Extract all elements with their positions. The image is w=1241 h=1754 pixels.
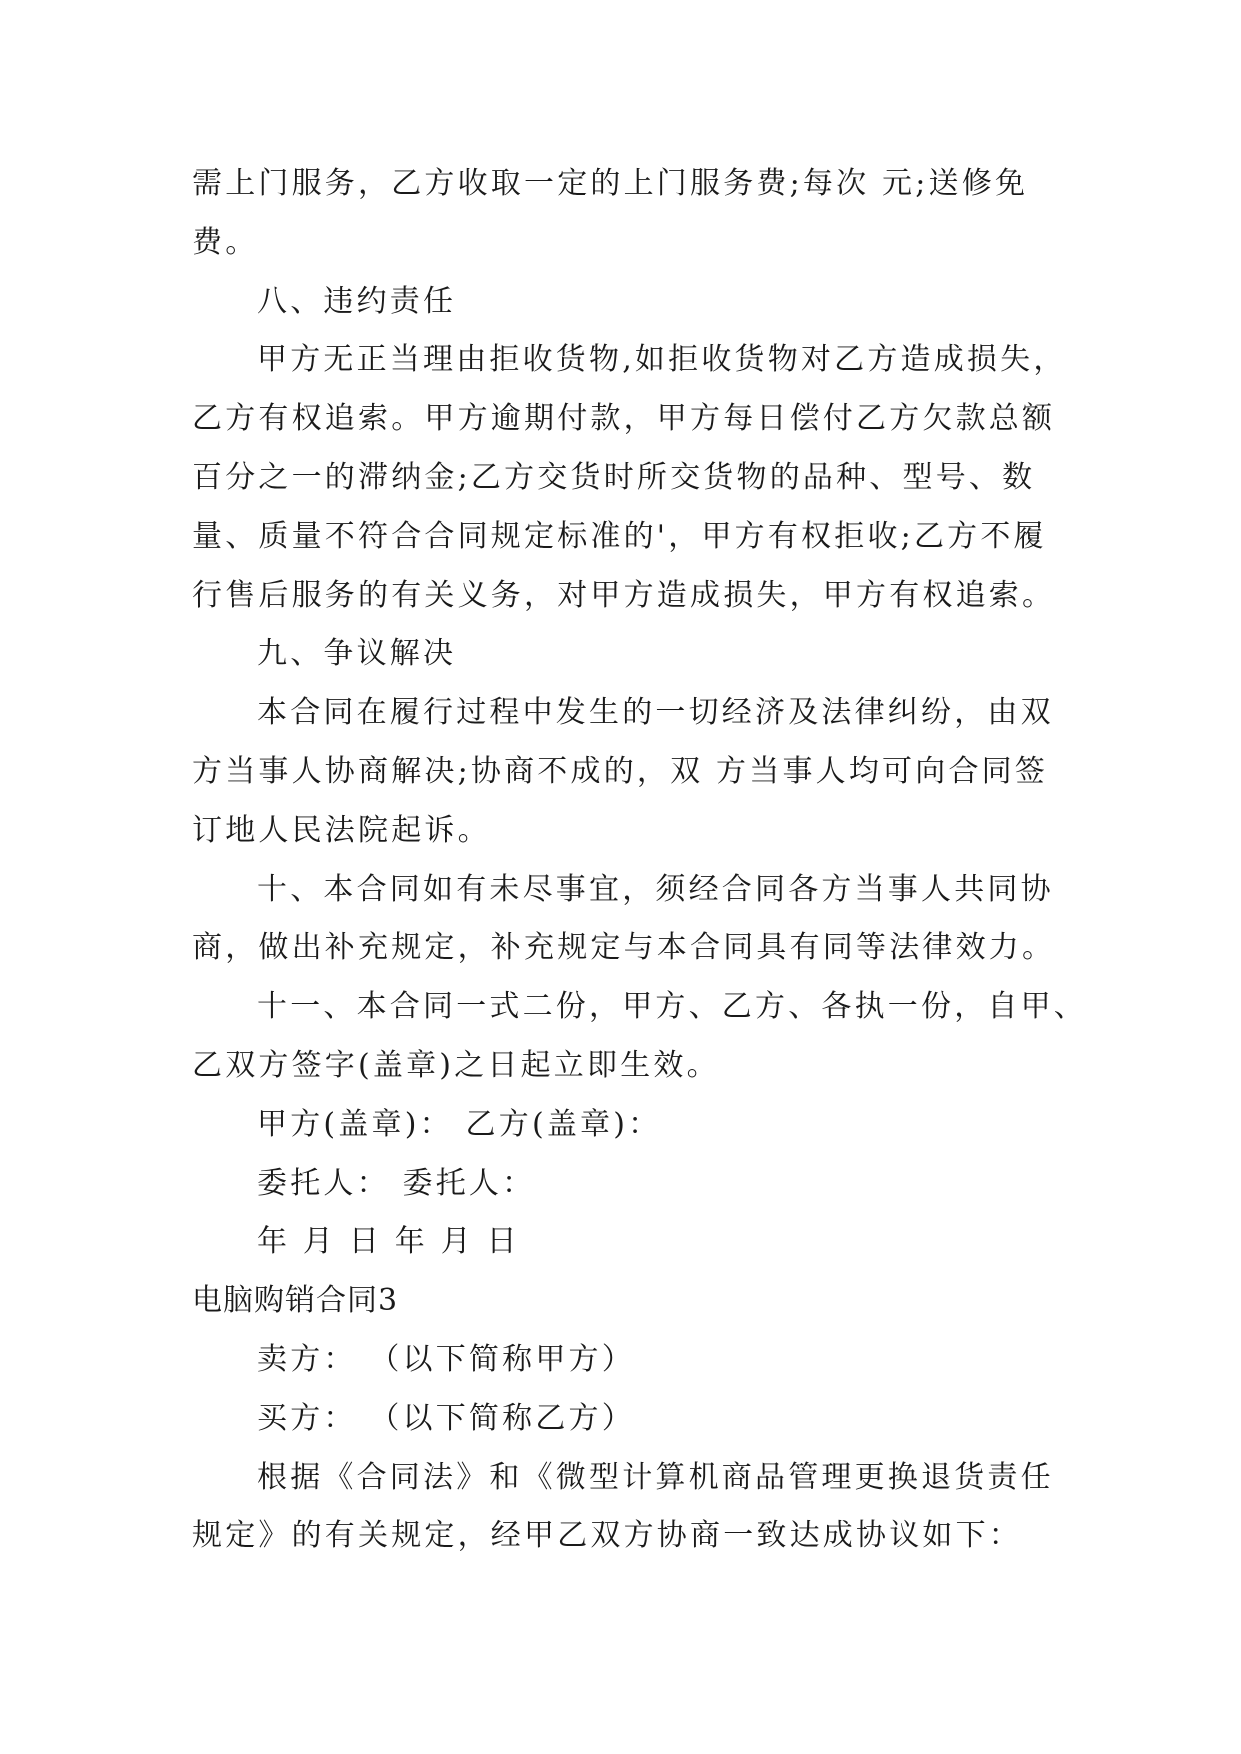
seller-line: 卖方： （以下简称甲方） [257,1341,635,1377]
contract-title: 电脑购销合同3 [192,1283,399,1319]
buyer-line: 买方： （以下简称乙方） [257,1400,635,1436]
text-line: 规定》的有关规定，经甲乙双方协商一致达成协议如下： [192,1518,1022,1554]
text-line: 量、质量不符合合同规定标准的'，甲方有权拒收;乙方不履 [192,518,1047,554]
text-line: 甲方无正当理由拒收货物,如拒收货物对乙方造成损失， [257,342,1067,378]
text-line: 订地人民法院起诉。 [192,812,491,848]
signature-date-line: 年 月 日 年 月 日 [257,1224,520,1260]
signature-agents-line: 委托人： 委托人： [257,1165,536,1201]
text-line: 十、本合同如有未尽事宜，须经合同各方当事人共同协 [257,871,1054,907]
text-line: 十一、本合同一式二份，甲方、乙方、各执一份，自甲、 [257,989,1087,1025]
text-line: 本合同在履行过程中发生的一切经济及法律纠纷，由双 [257,695,1054,731]
text-line: 乙方有权追索。甲方逾期付款，甲方每日偿付乙方欠款总额 [192,401,1056,437]
document-page [192,155,1087,1566]
text-line: 费。 [192,224,259,260]
signature-parties-line: 甲方(盖章)： 乙方(盖章)： [257,1106,662,1142]
text-line: 需上门服务，乙方收取一定的上门服务费;每次 元;送修免 [192,166,1029,201]
text-line: 方当事人协商解决;协商不成的，双 方当事人均可向合同签 [192,753,1049,789]
text-line: 百分之一的滞纳金;乙方交货时所交货物的品种、型号、数 [192,459,1036,495]
text-line: 乙双方签字(盖章)之日起立即生效。 [192,1047,720,1083]
section-heading-dispute: 九、争议解决 [257,636,457,672]
text-line: 根据《合同法》和《微型计算机商品管理更换退货责任 [257,1459,1054,1495]
section-heading-breach: 八、违约责任 [257,283,457,319]
text-line: 商，做出补充规定，补充规定与本合同具有同等法律效力。 [192,930,1056,966]
text-line: 行售后服务的有关义务，对甲方造成损失，甲方有权追索。 [192,577,1056,613]
